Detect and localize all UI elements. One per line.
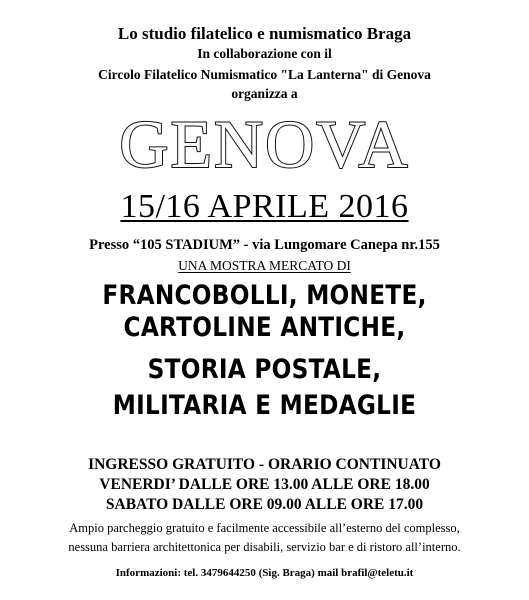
- friday-hours: VENERDI’ DALLE ORE 13.00 ALLE ORE 18.00: [99, 476, 430, 493]
- item-line: CARTOLINE ANTICHE,: [123, 312, 406, 343]
- services-line: nessuna barriera architettonica per disabili, servizio bar e di ristoro all’interno.: [68, 540, 461, 554]
- item-line: STORIA POSTALE,: [147, 354, 382, 385]
- event-dates-text: 15/16 APRILE 2016: [120, 188, 409, 225]
- organizer-name: Lo studio filatelico e numismatico Braga: [117, 24, 412, 43]
- partner-circle: Circolo Filatelico Numismatico "La Lanterna" di Genova: [98, 67, 431, 82]
- contact-info: Informazioni: tel. 3479644250 (Sig. Braga) mail brafil@teletu.it: [115, 567, 414, 579]
- venue-line: Presso “105 STADIUM” - via Lungomare Canepa nr.155: [89, 237, 440, 253]
- show-type-line: [0, 258, 529, 274]
- item-line: MILITARIA E MEDAGLIE: [112, 390, 417, 421]
- event-dates: [0, 187, 529, 227]
- services-line: Ampio parcheggio gratuito e facilmente accessibile all’esterno del complesso,: [69, 521, 460, 535]
- item-line: FRANCOBOLLI, MONETE,: [102, 280, 427, 311]
- organizes-line: organizza a: [231, 86, 298, 101]
- show-type-text: UNA MOSTRA MERCATO DI: [178, 258, 351, 273]
- admission-line: INGRESSO GRATUITO - ORARIO CONTINUATO: [88, 456, 441, 473]
- collaboration-line: In collaborazione con il: [197, 46, 332, 61]
- saturday-hours: SABATO DALLE ORE 09.00 ALLE ORE 17.00: [105, 496, 424, 513]
- city-title: GENOVA: [119, 106, 410, 182]
